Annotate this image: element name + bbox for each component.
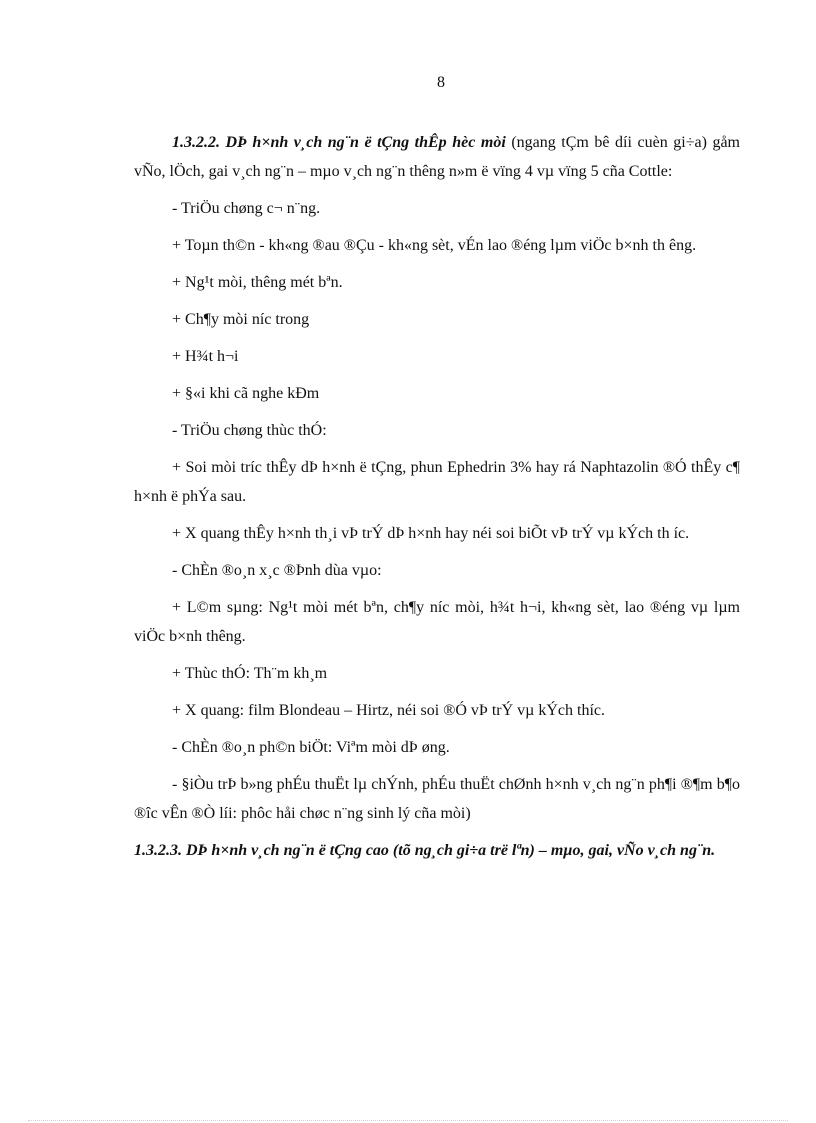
document-body — [134, 128, 740, 865]
paragraph-13: + X quang: film Blondeau – Hirtz, néi soi ®Ó vÞ trÝ vµ kÝch thíc. — [172, 702, 606, 719]
paragraph-11: + L©m sµng: Ng¹t mòi mét bªn, ch¶y níc mòi, h¾t h¬i, kh«ng sèt, lao ®éng vµ lµm viÖc b×nh thêng. — [134, 599, 740, 645]
paragraph-10: - ChÈn ®o¸n x¸c ®Þnh dùa vµo: — [172, 562, 382, 579]
paragraph-12: + Thùc thÓ: Th¨m kh¸m — [172, 665, 328, 682]
section-1-intro: (ngang tÇm bê díi cuèn gi÷a) gåm vÑo, lÖch, gai v¸ch ng¨n – mµo v¸ch ng¨n thêng n»m ë vïng 4 vµ vïng 5 cña Cottle: — [134, 134, 740, 180]
section-2-heading: 1.3.2.3. DÞ h×nh v¸ch ng¨n ë tÇng cao (tõ ng¸ch gi÷a trë lªn) – mµo, gai, vÑo v¸ch ng¨n. — [134, 842, 716, 859]
paragraph-5: + H¾t h¬i — [172, 348, 239, 365]
page-bottom-divider — [28, 1120, 788, 1121]
paragraph-3: + Ng¹t mòi, thêng mét bªn. — [172, 274, 343, 291]
paragraph-15: - §iÒu trÞ b»ng phÉu thuËt lµ chÝnh, phÉu thuËt chØnh h×nh v¸ch ng¨n ph¶i ®¶m b¶o ®îc vÊn ®Ò líi: phôc håi chøc n¨ng sinh lý cña mòi) — [134, 776, 740, 822]
paragraph-2: + Toµn th©n - kh«ng ®au ®Çu - kh«ng sèt, vÉn lao ®éng lµm viÖc b×nh th êng. — [172, 237, 697, 254]
paragraph-9: + X quang thÊy h×nh th¸i vÞ trÝ dÞ h×nh hay néi soi biÕt vÞ trÝ vµ kÝch th íc. — [172, 525, 690, 542]
paragraph-8: + Soi mòi tríc thÊy dÞ h×nh ë tÇng, phun Ephedrin 3% hay rá Naphtazolin ®Ó thÊy c¶ h×nh ë phÝa sau. — [134, 459, 740, 505]
paragraph-7: - TriÖu chøng thùc thÓ: — [172, 422, 327, 439]
paragraph-1: - TriÖu chøng c¬ n¨ng. — [172, 200, 321, 217]
section-1-paragraph — [134, 128, 740, 186]
paragraph-4: + Ch¶y mòi níc trong — [172, 311, 310, 328]
page-number: 8 — [437, 74, 445, 91]
paragraph-6: + §«i khi cã nghe kÐm — [172, 385, 320, 402]
paragraph-14: - ChÈn ®o¸n ph©n biÖt: Viªm mòi dÞ øng. — [172, 739, 450, 756]
section-1-heading: 1.3.2.2. DÞ h×nh v¸ch ng¨n ë tÇng thÊp hèc mòi — [172, 134, 506, 151]
